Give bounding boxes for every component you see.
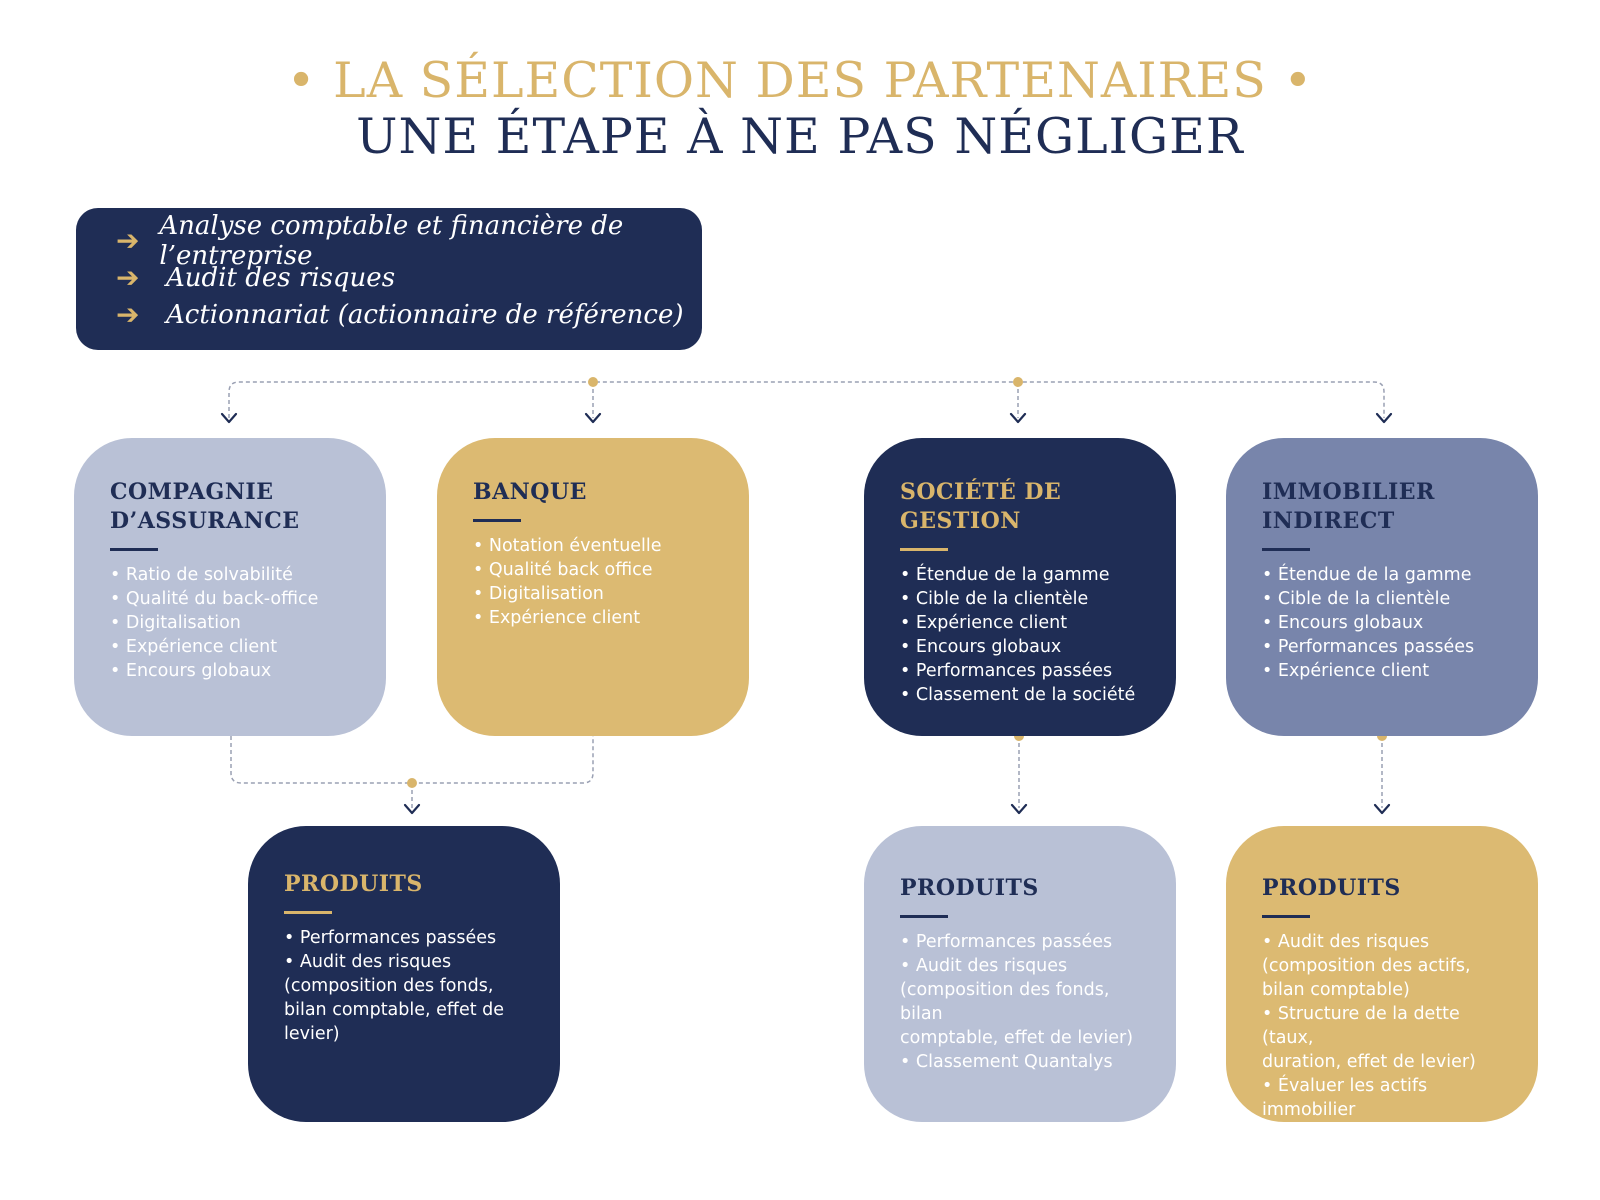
list-item: • Digitalisation [110,613,241,633]
list-item: bilan comptable, effet de [284,1000,505,1020]
list-item: • Performances passées [284,928,497,948]
arrow-right-icon: ➔ [116,224,140,257]
products-items [900,930,1140,1074]
list-item: • Audit des risques [900,956,1068,976]
products-title: PRODUITS [1262,875,1401,901]
list-item: • Performances passées [1262,637,1475,657]
title-rule [900,915,948,918]
list-item: • Encours globaux [1262,613,1424,633]
products-title: PRODUITS [284,871,423,897]
title-line-1: • LA SÉLECTION DES PARTENAIRES • [286,52,1314,109]
partner-title: BANQUE [473,479,587,505]
list-item: • Audit des risques [1262,932,1430,952]
connector-top [229,382,1384,418]
list-item: comptable, effet de levier) [900,1028,1134,1048]
list-item: (composition des fonds, [284,976,494,996]
title-rule [900,548,948,551]
arrow-right-icon: ➔ [116,298,140,331]
list-item: • Cible de la clientèle [900,589,1089,609]
list-item: • Performances passées [900,932,1113,952]
title-rule [473,519,521,522]
criteria-text: Audit des risques [166,262,396,293]
list-item: • Audit des risques [284,952,452,972]
list-item: • Étendue de la gamme [1262,565,1472,585]
list-item: • Classement Quantalys [900,1052,1113,1072]
list-item: bilan comptable) [1262,980,1410,1000]
partner-title: IMMOBILIER INDIRECT [1262,479,1435,534]
partner-items [900,563,1140,707]
list-item: • Classement de la société [900,685,1136,705]
arrow-right-icon: ➔ [116,261,140,294]
list-item: (composition des fonds, bilan [900,980,1110,1024]
list-item: • Digitalisation [473,584,604,604]
partner-title: SOCIÉTÉ DE GESTION [900,479,1062,534]
title-line-2: UNE ÉTAPE À NE PAS NÉGLIGER [356,108,1244,165]
title-rule [284,911,332,914]
list-item: • Expérience client [473,608,641,628]
list-item: duration, effet de levier) [1262,1052,1476,1072]
criteria-text: Actionnariat (actionnaire de référence) [166,299,684,330]
list-item: • Qualité back office [473,560,653,580]
list-item: • Évaluer les actifs immobilier [1262,1076,1428,1120]
partner-box-immobilier [1226,438,1538,736]
partner-box-banque [437,438,749,736]
list-item: • Expérience client [110,637,278,657]
products-box-gestion [864,826,1176,1122]
products-items [1262,930,1502,1122]
partner-items [1262,563,1502,683]
list-item: • Qualité du back-office [110,589,319,609]
title-rule [1262,548,1310,551]
partner-items [110,563,350,683]
partner-box-assurance [74,438,386,736]
list-item: • Ratio de solvabilité [110,565,293,585]
partner-title: COMPAGNIE D’ASSURANCE [110,479,300,534]
title-rule [1262,915,1310,918]
connector-dot [588,377,598,387]
list-item: • Expérience client [1262,661,1430,681]
list-item: • Expérience client [900,613,1068,633]
connector-dot [407,778,417,788]
list-item: • Encours globaux [110,661,272,681]
list-item: • Performances passées [900,661,1113,681]
products-box-immobilier [1226,826,1538,1122]
list-item: • Encours globaux [900,637,1062,657]
connector-bottom-left [231,736,593,783]
criteria-text: Analyse comptable et financière de l’entreprise [159,210,624,271]
connector-dot [1013,377,1023,387]
list-item: • Notation éventuelle [473,536,662,556]
list-item: (composition des actifs, [1262,956,1471,976]
products-items [284,926,524,1046]
list-item: • Étendue de la gamme [900,565,1110,585]
title-rule [110,548,158,551]
list-item: levier) [284,1024,340,1044]
list-item: • Cible de la clientèle [1262,589,1451,609]
list-item: • Structure de la dette (taux, [1262,1004,1460,1048]
products-box-assurance-banque [248,826,560,1122]
partner-box-gestion [864,438,1176,736]
products-title: PRODUITS [900,875,1039,901]
partner-items [473,534,713,630]
